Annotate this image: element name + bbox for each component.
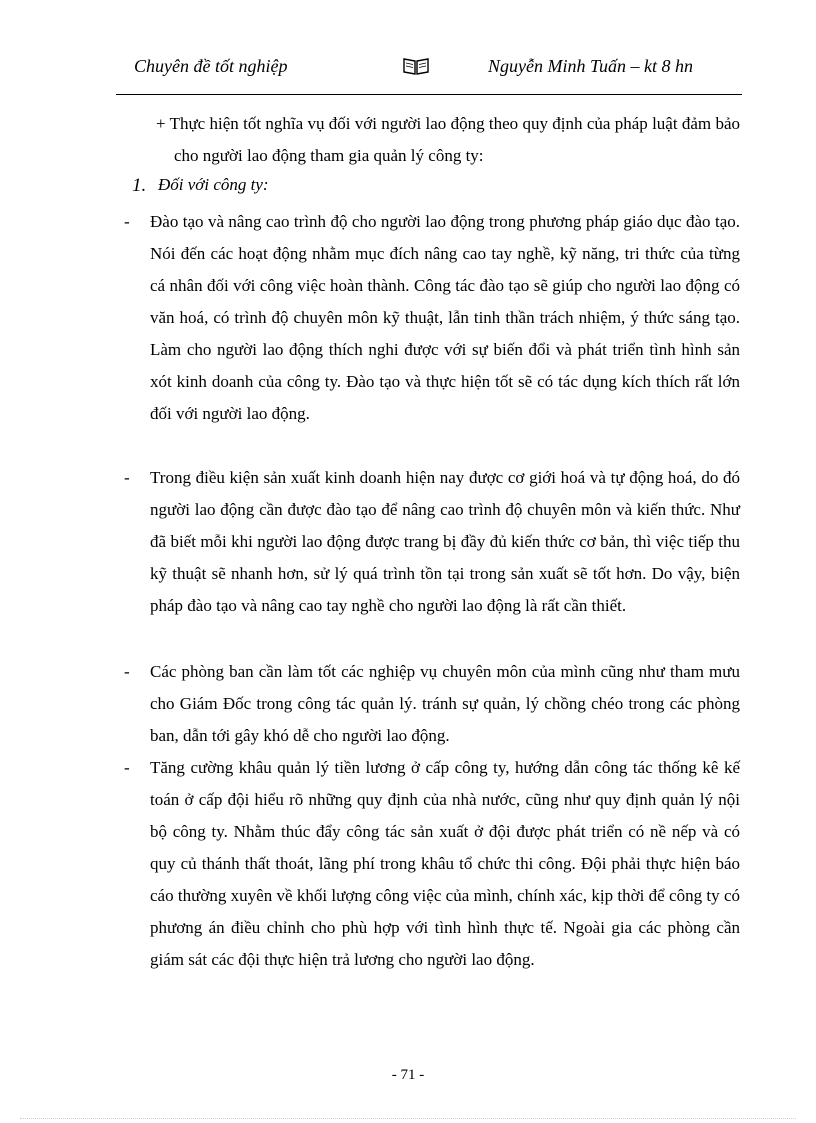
intro-paragraph: + Thực hiện tốt nghĩa vụ đối với người lao động theo quy định của pháp luật đảm bảo cho người lao động tham gia quản lý công ty: xyxy=(156,114,740,165)
section-number: 1. xyxy=(132,175,147,196)
bullet-marker: - xyxy=(124,212,130,231)
bullet-marker: - xyxy=(124,468,130,487)
bullet-marker: - xyxy=(124,662,130,681)
page-bottom-border xyxy=(20,1118,796,1119)
header-rule xyxy=(116,94,742,95)
page-number: - 71 - xyxy=(391,1067,425,1083)
header-author: Nguyễn Minh Tuấn – kt 8 hn xyxy=(488,56,693,76)
header-document-title: Chuyên đề tốt nghiệp xyxy=(134,56,288,76)
page-header xyxy=(116,52,742,92)
bullet-paragraph: Các phòng ban cần làm tốt các nghiệp vụ chuyên môn của mình cũng như tham mưu cho Giám Đốc trong công tác quản lý. tránh sự quản, lý chồng chéo trong các phòng ban, dẫn tới gây khó dễ cho người lao động. xyxy=(150,662,740,745)
bullet-paragraph: Trong điều kiện sản xuất kinh doanh hiện nay được cơ giới hoá và tự động hoá, do đó người lao động cần được đào tạo để nâng cao trình độ chuyên môn và kiến thức. Như đã biết mỗi khi người lao động được trang bị đầy đủ kiến thức cơ bản, thì việc tiếp thu kỹ thuật sẽ nhanh hơn, sử lý quá trình tồn tại trong sản xuất sẽ tốt hơn. Do vậy, biện pháp đào tạo và nâng cao tay nghề cho người lao động là rất cần thiết. xyxy=(150,468,740,615)
bullet-paragraph: Đào tạo và nâng cao trình độ cho người lao động trong phương pháp giáo dục đào tạo. Nói đến các hoạt động nhằm mục đích nâng cao tay nghề, kỹ năng, tri thức của từng cá nhân đối với công việc hoàn thành. Công tác đào tạo sẽ giúp cho người lao động có văn hoá, có trình độ chuyên môn kỹ thuật, lẫn tinh thần trách nhiệm, ý thức sáng tạo. Làm cho người lao động thích nghi được với sự biến đổi và phát triển tình hình sản xót kinh doanh của công ty. Đào tạo và thực hiện tốt sẽ có tác dụng kích thích rất lớn đối với người lao động. xyxy=(150,212,740,423)
bullet-paragraph: Tăng cường khâu quản lý tiền lương ở cấp công ty, hướng dẫn công tác thống kê kế toán ở cấp đội hiểu rõ những quy định của nhà nước, cũng như quy định quản lý nội bộ công ty. Nhằm thúc đẩy công tác sản xuất ở đội được phát triển có nề nếp và có quy củ thánh thất thoát, lãng phí trong khâu tổ chức thi công. Đội phải thực hiện báo cáo thường xuyên về khối lượng công việc của mình, chính xác, kịp thời để công ty có phương án điều chỉnh cho phù hợp với tình hình thực tế. Ngoài gia các phòng cần giám sát các đội thực hiện trả lương cho người lao động. xyxy=(150,758,740,969)
open-book-icon xyxy=(402,56,430,76)
bullet-marker: - xyxy=(124,758,130,777)
section-title: Đối với công ty: xyxy=(158,175,269,194)
